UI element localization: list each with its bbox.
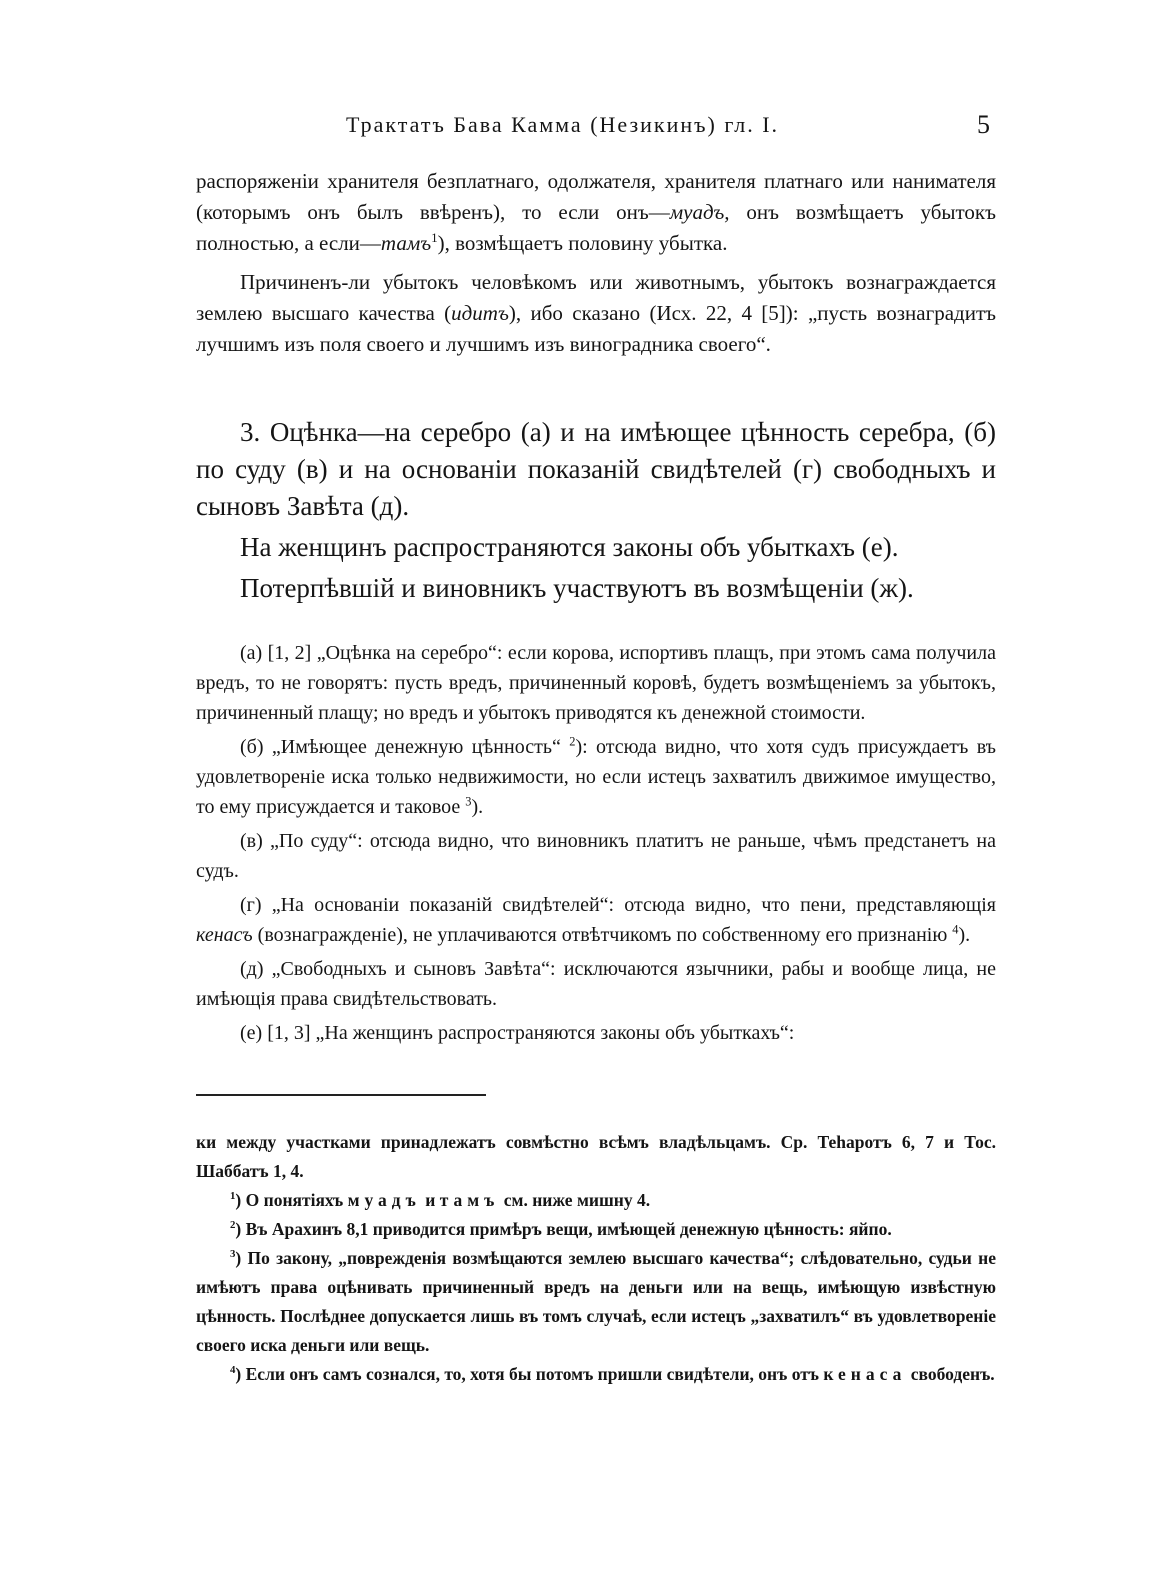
mishna-paragraph-2: На женщинъ распространяются законы объ убыткахъ (е). xyxy=(240,532,899,562)
intro-text xyxy=(196,166,996,360)
footnote-3: $^3$) По закону, „поврежденія возмѣщаются землею высшаго качества“; слѣдовательно, судьи не имѣютъ права оцѣнивать причиненный вредъ на деньги или на вещь, имѣющую извѣстную цѣнность. Послѣднее допускается лишь въ томъ случаѣ, если истецъ „захватилъ“ въ удовлетвореніе своего иска деньги или вещь. xyxy=(196,1248,996,1355)
footnote-2: $^2$) Въ Арахинъ 8,1 приводится примѣръ вещи, имѣющей денежную цѣнность: яйпо. xyxy=(230,1219,892,1239)
footnote-ref-1: 1 xyxy=(431,230,438,245)
page-header xyxy=(196,112,996,144)
intro-paragraph-2: Причиненъ-ли убытокъ человѣкомъ или животнымъ, убытокъ вознаграждается землею высшаго качества (идитъ), ибо сказано (Исх. 22, 4 [5]): „пусть вознаградитъ лучшимъ изъ поля своего и лучшимъ изъ виноградника своего“. xyxy=(196,270,997,356)
footnote-ref-2: 2 xyxy=(569,734,576,749)
term-kenas: кенасъ xyxy=(196,924,253,946)
note-d: (д) „Свободныхъ и сыновъ Завѣта“: исключаются язычники, рабы и вообще лица, не имѣющія права свидѣтельствовать. xyxy=(196,958,996,1010)
term-muad: муадъ, xyxy=(669,200,730,224)
term-tam: тамъ xyxy=(380,231,432,255)
term-idit: идитъ xyxy=(451,301,509,325)
footnote-continuation: ки между участками принадлежатъ совмѣстно всѣмъ владѣльцамъ. Ср. Теһаротъ 6, 7 и Тос. Шаббатъ 1, 4. xyxy=(196,1132,996,1181)
footnote-1: $^1$) О понятіяхъ муадъ и тамъ см. ниже мишну 4. xyxy=(230,1190,651,1210)
note-a: (а) [1, 2] „Оцѣнка на серебро“: если корова, испортивъ плащъ, при этомъ сама получила вредъ, то не говорятъ: пусть вредъ, причиненный коровѣ, будетъ возмѣщеніемъ за убытокъ, причиненный плащу; но вредъ и убытокъ приводятся къ денежной стоимости. xyxy=(196,642,996,724)
commentary-notes xyxy=(196,638,996,1048)
note-g: (г) „На основаніи показаній свидѣтелей“: отсюда видно, что пени, представляющія кенасъ (вознагражденіе), не уплачиваются отвѣтчикомъ по собственному его признанію $^4$). xyxy=(196,894,996,946)
note-v: (в) „По суду“: отсюда видно, что виновникъ платитъ не раньше, чѣмъ предстанетъ на судъ. xyxy=(196,830,996,882)
page-number: 5 xyxy=(977,110,990,139)
mishna-text xyxy=(196,414,996,607)
footnote-separator xyxy=(196,1094,486,1096)
footnote-ref-4: 4 xyxy=(952,922,959,937)
footnotes xyxy=(196,1128,996,1389)
footnote-ref-3: 3 xyxy=(465,794,472,809)
note-e: (е) [1, 3] „На женщинъ распространяются законы объ убыткахъ“: xyxy=(240,1022,795,1044)
intro-paragraph-1: распоряженіи хранителя безплатнаго, одолжателя, хранителя платнаго или нанимателя (которымъ онъ былъ ввѣренъ), то если онъ—муадъ, онъ возмѣщаетъ убытокъ полностью, а если—тамъ$^1$), возмѣщаетъ половину убытка. xyxy=(196,169,996,255)
running-title: Трактатъ Бава Камма (Незикинъ) гл. I. xyxy=(346,112,780,137)
footnote-4: $^4$) Если онъ самъ сознался, то, хотя бы потомъ пришли свидѣтели, онъ отъ кенаса свободенъ. xyxy=(230,1364,995,1384)
mishna-paragraph-3: Потерпѣвшій и виновникъ участвуютъ въ возмѣщеніи (ж). xyxy=(240,573,914,603)
note-b: (б) „Имѣющее денежную цѣнность“ $^2$): отсюда видно, что хотя судъ присуждаетъ въ удовлетвореніе иска только недвижимости, но если истецъ захватилъ движимое имущество, то ему присуждается и таковое $^3$). xyxy=(196,734,997,818)
mishna-paragraph-1: 3. Оцѣнка—на серебро (а) и на имѣющее цѣнность серебра, (б) по суду (в) и на основаніи показаній свидѣтелей (г) свободныхъ и сыновъ Завѣта (д). xyxy=(196,417,996,521)
